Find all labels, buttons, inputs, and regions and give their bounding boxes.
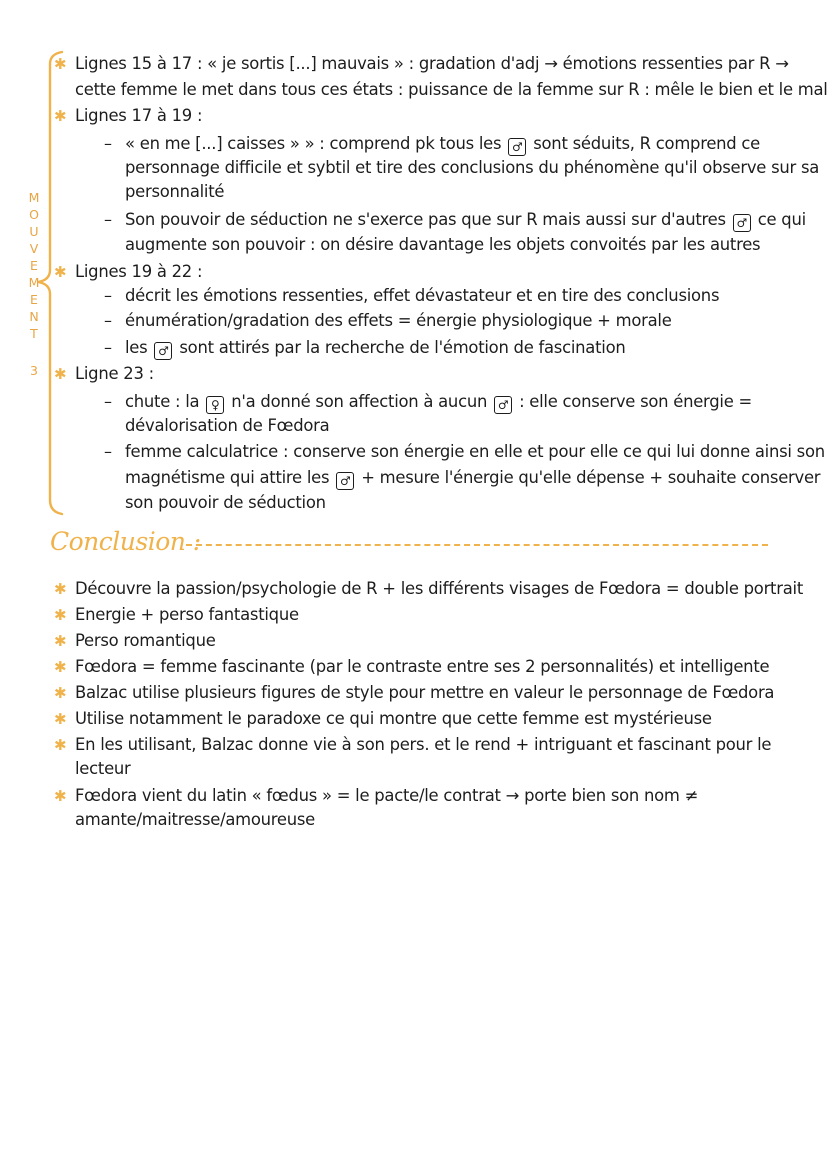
- bullet-star-icon: ✱: [54, 55, 67, 73]
- male-symbol-icon: ♂: [154, 342, 172, 360]
- bullet-star-icon: ✱: [54, 580, 67, 598]
- male-symbol-icon: ♂: [494, 396, 512, 414]
- dash-bullet: –: [104, 210, 112, 229]
- bullet-star-icon: ✱: [54, 710, 67, 728]
- section-heading: Lignes 19 à 22 :: [75, 262, 203, 281]
- mouvement-line: énumération/gradation des effets = énergie physiologique + morale: [125, 311, 672, 330]
- bullet-star-icon: ✱: [54, 736, 67, 754]
- side-letter: 3: [30, 363, 38, 378]
- text-fragment: n'a donné son affection à aucun: [231, 392, 488, 411]
- text-fragment: : elle conserve son énergie =: [519, 392, 752, 411]
- mouvement-line: dévalorisation de Fœdora: [125, 416, 330, 435]
- bullet-star-icon: ✱: [54, 107, 67, 125]
- side-letter: M: [28, 190, 40, 205]
- conclusion-item: Fœdora vient du latin « fœdus » = le pacte/le contrat → porte bien son nom ≠: [75, 786, 699, 805]
- text-fragment: les: [125, 338, 148, 357]
- side-letter: U: [29, 224, 39, 239]
- side-letter: N: [29, 309, 39, 324]
- conclusion-item: Découvre la passion/psychologie de R + les différents visages de Fœdora = double portrait: [75, 579, 803, 598]
- conclusion-item: Fœdora = femme fascinante (par le contraste entre ses 2 personnalités) et intelligente: [75, 657, 770, 676]
- mouvement-line: décrit les émotions ressenties, effet dévastateur et en tire des conclusions: [125, 286, 720, 305]
- conclusion-item: amante/maitresse/amoureuse: [75, 810, 316, 829]
- dash-bullet: –: [104, 338, 112, 357]
- male-symbol-icon: ♂: [733, 214, 751, 232]
- conclusion-dashed-rule: [186, 544, 768, 546]
- conclusion-item: Energie + perso fantastique: [75, 605, 299, 624]
- male-symbol-icon: ♂: [508, 138, 526, 156]
- bullet-star-icon: ✱: [54, 263, 67, 281]
- section-heading: Ligne 23 :: [75, 364, 154, 383]
- conclusion-item: Balzac utilise plusieurs figures de style pour mettre en valeur le personnage de Fœdora: [75, 683, 775, 702]
- bullet-star-icon: ✱: [54, 658, 67, 676]
- text-fragment: chute : la: [125, 392, 200, 411]
- bullet-star-icon: ✱: [54, 787, 67, 805]
- side-letter: E: [30, 292, 38, 307]
- mouvement-line: [125, 466, 820, 490]
- dash-bullet: –: [104, 286, 112, 305]
- side-letter: O: [29, 207, 39, 222]
- dash-bullet: –: [104, 392, 112, 411]
- side-letter: M: [28, 275, 40, 290]
- section-heading: Lignes 17 à 19 :: [75, 106, 203, 125]
- bullet-star-icon: ✱: [54, 606, 67, 624]
- bullet-star-icon: ✱: [54, 365, 67, 383]
- text-fragment: magnétisme qui attire les: [125, 468, 330, 487]
- male-symbol-icon: ♂: [336, 472, 354, 490]
- text-fragment: sont attirés par la recherche de l'émotion de fascination: [179, 338, 626, 357]
- side-letter: E: [30, 258, 38, 273]
- text-fragment: sont séduits, R comprend ce: [533, 134, 761, 153]
- conclusion-item: lecteur: [75, 759, 131, 778]
- bullet-star-icon: ✱: [54, 684, 67, 702]
- mouvement-line: [125, 390, 752, 414]
- side-letter: T: [30, 326, 38, 341]
- mouvement-line: [125, 336, 626, 360]
- dash-bullet: –: [104, 311, 112, 330]
- text-fragment: + mesure l'énergie qu'elle dépense + souhaite conserver: [361, 468, 821, 487]
- mouvement-line: augmente son pouvoir : on désire davantage les objets convoités par les autres: [125, 235, 761, 254]
- text-fragment: « en me [...] caisses » » : comprend pk tous les: [125, 134, 502, 153]
- conclusion-item: En les utilisant, Balzac donne vie à son pers. et le rend + intriguant et fascinant pour le: [75, 735, 772, 754]
- mouvement-line: femme calculatrice : conserve son énergie en elle et pour elle ce qui lui donne ainsi son: [125, 442, 825, 461]
- dash-bullet: –: [104, 134, 112, 153]
- dash-bullet: –: [104, 442, 112, 461]
- female-symbol-icon: ♀: [206, 396, 224, 414]
- mouvement-line: Lignes 15 à 17 : « je sortis [...] mauvais » : gradation d'adj → émotions ressenties par R →: [75, 54, 789, 73]
- side-letter: V: [29, 241, 39, 256]
- mouvement-line: personnalité: [125, 182, 225, 201]
- mouvement-line: personnage difficile et sybtil et tire des conclusions du phénomène qu'il observe sur sa: [125, 158, 820, 177]
- mouvement-line: [125, 132, 760, 156]
- text-fragment: Son pouvoir de séduction ne s'exerce pas que sur R mais aussi sur d'autres: [125, 210, 726, 229]
- mouvement-line: cette femme le met dans tous ces états : puissance de la femme sur R : mêle le bien et le mal: [75, 80, 828, 99]
- conclusion-item: Utilise notamment le paradoxe ce qui montre que cette femme est mystérieuse: [75, 709, 712, 728]
- bullet-star-icon: ✱: [54, 632, 67, 650]
- mouvement-line: son pouvoir de séduction: [125, 493, 326, 512]
- mouvement-line: [125, 208, 806, 232]
- conclusion-title: Conclusion :: [50, 527, 201, 556]
- text-fragment: ce qui: [757, 210, 806, 229]
- conclusion-item: Perso romantique: [75, 631, 216, 650]
